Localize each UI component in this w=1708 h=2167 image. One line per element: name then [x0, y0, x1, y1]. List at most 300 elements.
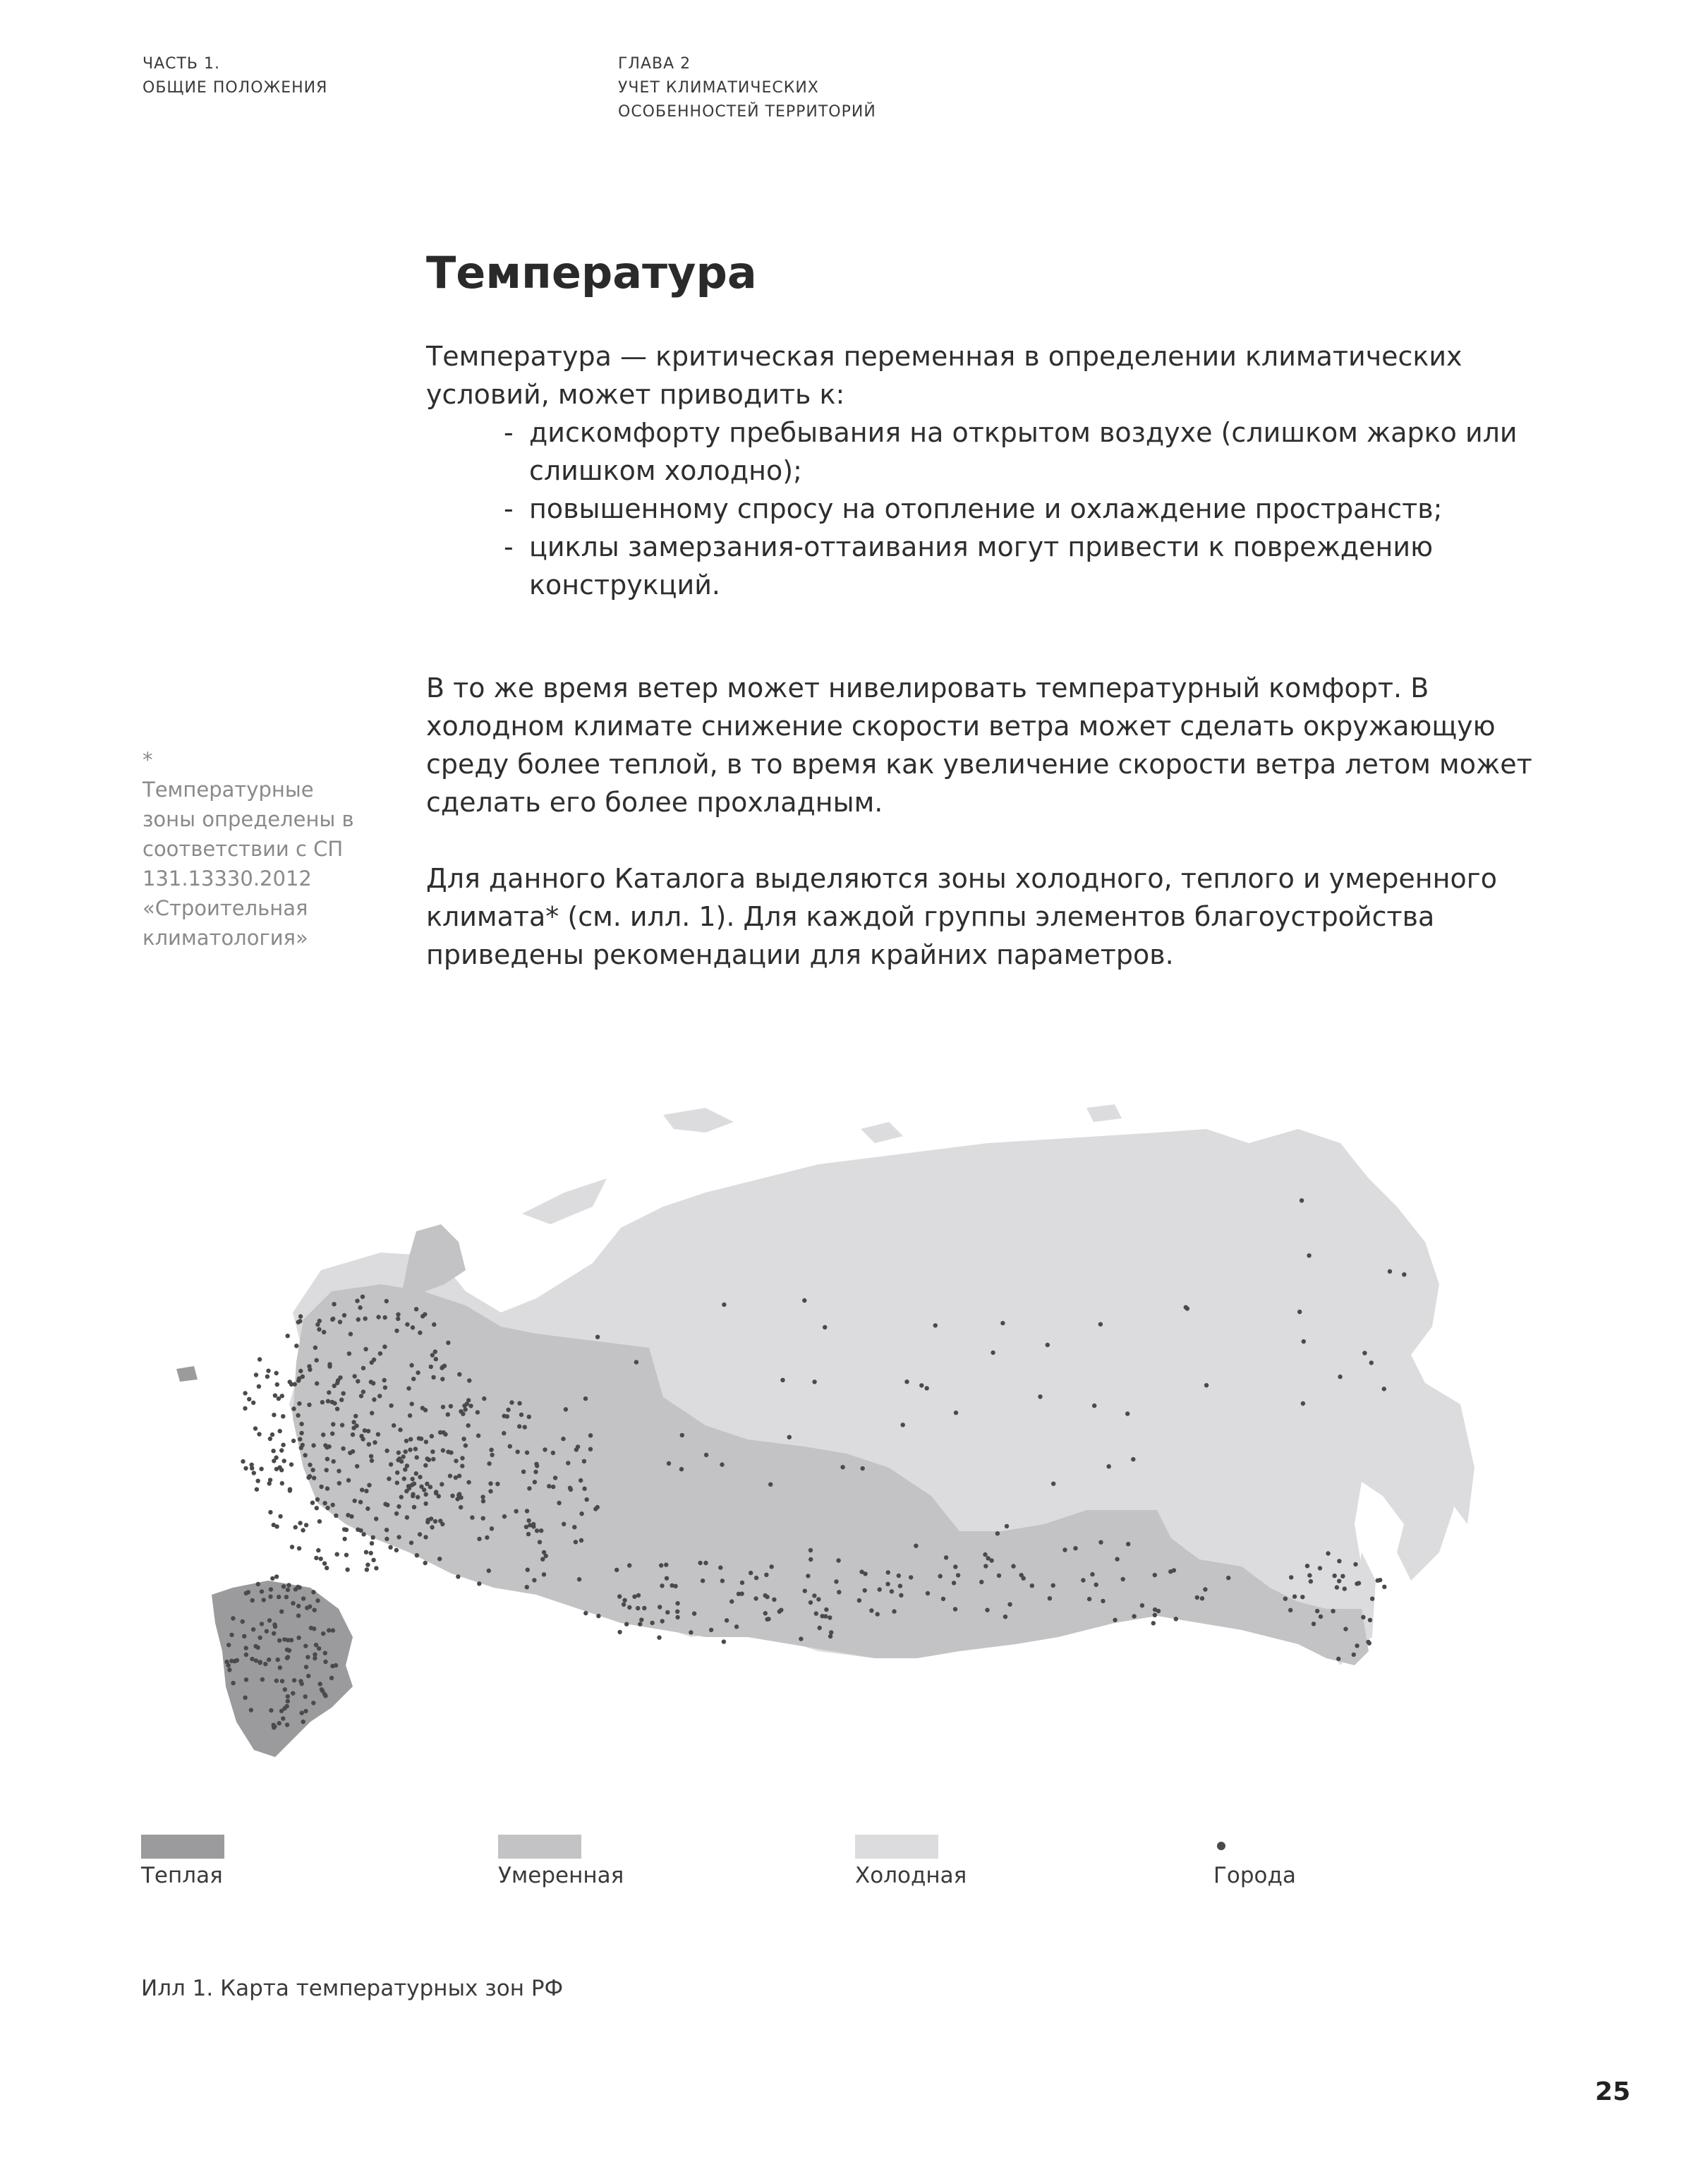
- city-dot: [319, 1557, 323, 1561]
- city-dot: [490, 1453, 494, 1457]
- city-dot: [1297, 1310, 1302, 1314]
- city-dot: [446, 1341, 450, 1345]
- city-dot: [718, 1565, 722, 1569]
- city-dot: [673, 1584, 677, 1588]
- city-dot: [437, 1494, 441, 1498]
- effects-list: [426, 414, 1569, 604]
- city-dot: [278, 1665, 282, 1670]
- city-dot: [709, 1628, 713, 1632]
- legend-swatch-warm: [141, 1835, 224, 1859]
- city-dot: [341, 1447, 345, 1451]
- city-dot: [561, 1437, 565, 1441]
- city-dot: [315, 1322, 320, 1327]
- city-dot: [301, 1720, 305, 1724]
- city-dot: [374, 1516, 378, 1521]
- city-dot: [359, 1394, 363, 1398]
- city-dot: [689, 1630, 693, 1634]
- city-dot: [312, 1475, 316, 1480]
- city-dot: [675, 1610, 679, 1614]
- city-dot: [313, 1608, 317, 1612]
- city-dot: [675, 1615, 679, 1619]
- city-dot: [300, 1710, 304, 1715]
- header-part-number: ЧАСТЬ 1.: [143, 55, 221, 73]
- city-dot: [1038, 1394, 1042, 1399]
- city-dot: [995, 1531, 1000, 1535]
- city-dot: [412, 1481, 416, 1485]
- legend-moderate: [498, 1835, 624, 1888]
- city-dot: [448, 1473, 452, 1478]
- city-dot: [315, 1497, 320, 1502]
- city-dot: [828, 1615, 832, 1619]
- city-dot: [836, 1558, 840, 1562]
- city-dot: [487, 1461, 491, 1466]
- city-dot: [780, 1378, 785, 1382]
- city-dot: [250, 1598, 255, 1602]
- city-dot: [250, 1463, 254, 1467]
- city-dot: [1048, 1596, 1052, 1600]
- city-dot: [1283, 1597, 1288, 1601]
- city-dot: [262, 1598, 266, 1602]
- city-dot: [703, 1561, 708, 1565]
- city-dot: [692, 1612, 696, 1616]
- city-dot: [353, 1499, 357, 1503]
- city-dot: [1367, 1641, 1371, 1646]
- city-dot: [285, 1722, 289, 1727]
- city-dot: [441, 1448, 445, 1452]
- city-dot: [1353, 1562, 1357, 1567]
- city-dot: [665, 1610, 670, 1614]
- city-dot: [754, 1576, 758, 1580]
- city-dot: [446, 1449, 450, 1454]
- wind-paragraph: В то же время ветер может нивелировать температурный комфорт. В холодном климате снижение скорости ветра может сделать окружающую среду более теплой, в то время как увеличение скорости ветра летом может сделать его более прохладным.: [426, 672, 1532, 818]
- city-dot: [897, 1574, 901, 1578]
- city-dot: [997, 1574, 1001, 1578]
- city-dot: [680, 1433, 684, 1437]
- city-dot: [378, 1351, 382, 1356]
- city-dot: [1126, 1542, 1130, 1546]
- city-dot: [926, 1591, 930, 1595]
- city-dot: [1301, 1401, 1305, 1406]
- city-dot: [477, 1581, 481, 1586]
- city-dot: [308, 1474, 312, 1478]
- city-dot: [1174, 1617, 1178, 1621]
- city-dot: [1307, 1573, 1312, 1577]
- city-dot: [476, 1433, 480, 1437]
- city-dot: [1062, 1547, 1067, 1552]
- city-dot: [1312, 1622, 1316, 1626]
- city-dot: [468, 1404, 473, 1408]
- city-dot: [638, 1622, 642, 1626]
- city-dot: [941, 1597, 945, 1601]
- city-dot: [1362, 1351, 1367, 1355]
- city-dot: [360, 1487, 364, 1492]
- city-dot: [481, 1516, 485, 1521]
- city-dot: [460, 1456, 464, 1460]
- list-item: - циклы замерзания-оттаивания могут привести к повреждению конструкций.: [504, 528, 1569, 604]
- city-dot: [1011, 1564, 1015, 1568]
- city-dot: [1051, 1482, 1055, 1486]
- city-dot: [286, 1588, 290, 1592]
- city-dot: [739, 1591, 744, 1595]
- city-dot: [396, 1312, 400, 1317]
- city-dot: [1338, 1375, 1342, 1379]
- city-dot: [340, 1423, 344, 1427]
- city-dot: [1337, 1559, 1341, 1563]
- city-dot: [925, 1386, 929, 1390]
- city-dot: [307, 1364, 311, 1368]
- city-dot: [954, 1411, 958, 1415]
- city-dot: [1318, 1566, 1322, 1570]
- city-dot: [1125, 1411, 1129, 1416]
- city-dot: [296, 1604, 301, 1608]
- city-dot: [406, 1386, 411, 1390]
- city-dot: [273, 1624, 277, 1629]
- city-dot: [764, 1573, 768, 1577]
- city-dot: [829, 1630, 833, 1634]
- city-dot: [286, 1638, 290, 1642]
- city-dot: [260, 1677, 265, 1682]
- city-dot: [395, 1480, 399, 1485]
- city-dot: [244, 1677, 248, 1682]
- city-dot: [675, 1601, 679, 1605]
- city-dot: [259, 1467, 263, 1471]
- city-dot: [322, 1330, 326, 1334]
- city-dot: [414, 1471, 418, 1475]
- city-dot: [286, 1655, 290, 1659]
- city-dot: [286, 1694, 290, 1698]
- city-dot: [1094, 1583, 1098, 1587]
- city-dot: [349, 1332, 353, 1336]
- city-dot: [1131, 1457, 1135, 1461]
- city-dot: [337, 1481, 341, 1485]
- city-dot: [487, 1569, 491, 1573]
- city-dot: [286, 1334, 290, 1338]
- city-dot: [464, 1443, 468, 1447]
- city-dot: [538, 1540, 542, 1544]
- city-dot: [1113, 1618, 1117, 1622]
- city-dot: [365, 1562, 370, 1567]
- city-dot: [252, 1471, 256, 1475]
- city-dot: [1300, 1595, 1304, 1599]
- city-dot: [298, 1369, 303, 1373]
- city-dot: [1289, 1575, 1293, 1579]
- city-dot: [389, 1404, 393, 1408]
- city-dot: [779, 1608, 783, 1612]
- city-dot: [304, 1665, 308, 1669]
- city-dot: [373, 1440, 377, 1444]
- city-dot: [396, 1451, 401, 1455]
- city-dot: [339, 1398, 344, 1402]
- city-dot: [243, 1406, 247, 1411]
- city-dot: [770, 1564, 774, 1569]
- city-dot: [311, 1701, 315, 1705]
- city-dot: [1337, 1579, 1341, 1583]
- city-dot: [335, 1552, 339, 1557]
- city-dot: [890, 1589, 894, 1593]
- city-dot: [410, 1401, 414, 1406]
- city-dot: [385, 1503, 389, 1507]
- city-dot: [281, 1443, 285, 1447]
- city-dot: [374, 1566, 378, 1570]
- city-dot: [720, 1462, 724, 1466]
- city-dot: [376, 1315, 380, 1319]
- city-dot: [388, 1545, 392, 1550]
- city-dot: [459, 1505, 463, 1509]
- city-dot: [332, 1384, 337, 1388]
- city-dot: [566, 1461, 570, 1465]
- city-dot: [293, 1525, 298, 1529]
- city-dot: [318, 1682, 322, 1686]
- city-dot: [422, 1487, 426, 1492]
- city-dot: [1226, 1576, 1230, 1580]
- city-dot: [443, 1432, 447, 1437]
- city-dot: [517, 1424, 521, 1428]
- city-dot: [457, 1473, 461, 1478]
- city-dot: [397, 1456, 401, 1461]
- city-dot: [514, 1509, 519, 1514]
- city-dot: [277, 1721, 281, 1725]
- city-dot: [722, 1303, 726, 1307]
- city-dot: [369, 1454, 373, 1459]
- city-dot: [502, 1414, 506, 1418]
- city-dot: [326, 1399, 330, 1404]
- city-dot: [823, 1325, 827, 1329]
- city-dot: [772, 1598, 776, 1602]
- city-dot: [956, 1573, 960, 1577]
- city-dot: [247, 1397, 251, 1401]
- city-dot: [365, 1507, 370, 1511]
- city-dot: [725, 1618, 729, 1622]
- city-dot: [351, 1432, 355, 1437]
- city-dot: [547, 1484, 551, 1488]
- city-dot: [296, 1614, 301, 1618]
- city-dot: [418, 1331, 422, 1335]
- city-dot: [446, 1412, 450, 1416]
- city-dot: [617, 1630, 622, 1634]
- city-dot: [622, 1598, 626, 1602]
- city-dot: [305, 1655, 310, 1659]
- city-dot: [277, 1595, 281, 1599]
- city-dot: [1101, 1599, 1105, 1603]
- city-dot: [396, 1504, 401, 1509]
- city-dot: [371, 1381, 375, 1385]
- zones-paragraph: Для данного Каталога выделяются зоны холодного, теплого и умеренного климата* (см. илл. 1). Для каждой группы элементов благоустройства приведены рекомендации для крайних параметров.: [426, 863, 1497, 970]
- city-dot: [582, 1487, 586, 1491]
- city-dot: [1203, 1587, 1207, 1591]
- city-dot: [1153, 1573, 1157, 1577]
- city-dot: [424, 1439, 428, 1444]
- city-dot: [1090, 1572, 1094, 1576]
- city-dot: [231, 1681, 235, 1685]
- city-dot: [1340, 1574, 1345, 1579]
- city-dot: [595, 1335, 600, 1339]
- city-dot: [1288, 1608, 1292, 1612]
- city-dot: [243, 1391, 247, 1395]
- russia-climate-map: [169, 1101, 1566, 1813]
- city-dot: [347, 1351, 351, 1356]
- city-dot: [293, 1587, 298, 1591]
- city-dot: [524, 1525, 528, 1529]
- city-dot: [355, 1298, 359, 1303]
- city-dot: [323, 1651, 327, 1655]
- city-dot: [256, 1582, 260, 1586]
- city-dot: [579, 1478, 583, 1483]
- city-dot: [268, 1437, 272, 1441]
- city-dot: [265, 1629, 269, 1634]
- city-dot-icon: [1217, 1842, 1225, 1850]
- city-dot: [307, 1403, 311, 1407]
- city-dot: [527, 1486, 531, 1490]
- city-dot: [423, 1535, 428, 1539]
- city-dot: [297, 1586, 301, 1590]
- city-dot: [636, 1606, 640, 1610]
- city-dot: [1370, 1597, 1374, 1601]
- city-dot: [460, 1463, 464, 1468]
- city-dot: [1355, 1581, 1359, 1586]
- city-dot: [358, 1500, 363, 1504]
- header-chapter-number: ГЛАВА 2: [618, 55, 691, 73]
- city-dot: [572, 1525, 576, 1529]
- city-dot: [291, 1601, 295, 1605]
- figure-caption: Илл 1. Карта температурных зон РФ: [141, 1976, 564, 2001]
- city-dot: [303, 1453, 308, 1457]
- city-dot: [525, 1450, 529, 1454]
- city-dot: [470, 1515, 474, 1519]
- city-dot: [370, 1459, 374, 1463]
- city-dot: [506, 1408, 510, 1412]
- city-dot: [297, 1546, 301, 1550]
- city-dot: [267, 1618, 272, 1622]
- city-dot: [574, 1540, 578, 1544]
- section-title: Температура: [426, 247, 757, 298]
- city-dot: [332, 1459, 336, 1463]
- city-dot: [1333, 1574, 1337, 1578]
- city-dot: [330, 1432, 334, 1436]
- city-dot: [298, 1437, 302, 1441]
- city-dot: [1092, 1404, 1096, 1408]
- city-dot: [420, 1314, 425, 1318]
- city-dot: [249, 1708, 253, 1712]
- city-dot: [399, 1495, 404, 1499]
- city-dot: [543, 1447, 547, 1451]
- city-dot: [383, 1385, 387, 1389]
- city-dot: [306, 1674, 310, 1678]
- city-dot: [414, 1307, 418, 1311]
- city-dot: [837, 1590, 841, 1594]
- city-dot: [278, 1514, 282, 1519]
- city-dot: [382, 1344, 387, 1348]
- city-dot: [371, 1535, 375, 1540]
- city-dot: [317, 1327, 321, 1332]
- footnote-marker: *: [143, 748, 153, 772]
- city-dot: [569, 1487, 573, 1492]
- city-dot: [803, 1588, 807, 1593]
- city-dot: [488, 1489, 492, 1493]
- city-dot: [317, 1519, 322, 1523]
- city-dot: [290, 1545, 294, 1549]
- city-dot: [315, 1506, 319, 1510]
- city-dot: [301, 1596, 305, 1600]
- city-dot: [763, 1611, 768, 1615]
- city-dot: [1335, 1585, 1339, 1589]
- city-dot: [861, 1466, 865, 1471]
- city-dot: [251, 1627, 255, 1631]
- city-dot: [296, 1413, 300, 1418]
- city-dot: [816, 1597, 820, 1601]
- city-dot: [241, 1459, 245, 1463]
- city-dot: [229, 1659, 234, 1663]
- city-dot: [523, 1425, 527, 1429]
- city-dot: [394, 1548, 399, 1552]
- city-dot: [323, 1694, 327, 1698]
- city-dot: [698, 1561, 702, 1565]
- city-dot: [1204, 1383, 1209, 1387]
- city-dot: [253, 1426, 258, 1430]
- city-dot: [258, 1357, 262, 1361]
- city-dot: [408, 1413, 412, 1418]
- city-dot: [337, 1469, 341, 1473]
- footnote-sidebar: [143, 745, 368, 953]
- city-dot: [1302, 1339, 1306, 1344]
- city-dot: [533, 1480, 537, 1484]
- city-dot: [413, 1447, 418, 1451]
- city-dot: [441, 1405, 445, 1409]
- intro-block: [426, 337, 1569, 604]
- city-dot: [734, 1624, 739, 1629]
- city-dot: [583, 1611, 588, 1615]
- city-dot: [428, 1485, 432, 1489]
- city-dot: [415, 1455, 419, 1459]
- city-dot: [1326, 1551, 1330, 1555]
- city-dot: [291, 1691, 295, 1696]
- header-chapter-title-line1: УЧЕТ КЛИМАТИЧЕСКИХ: [618, 79, 819, 97]
- city-dot: [481, 1499, 485, 1503]
- city-dot: [859, 1569, 864, 1574]
- city-dot: [296, 1320, 301, 1324]
- city-dot: [279, 1709, 284, 1713]
- city-dot: [1382, 1585, 1386, 1589]
- city-dot: [502, 1514, 507, 1519]
- city-dot: [348, 1451, 352, 1455]
- city-dot: [404, 1439, 408, 1443]
- city-dot: [1378, 1578, 1382, 1582]
- city-dot: [246, 1590, 250, 1594]
- city-dot: [269, 1708, 273, 1713]
- city-dot: [1382, 1387, 1386, 1391]
- city-dot: [509, 1400, 514, 1404]
- city-dot: [384, 1537, 389, 1541]
- city-dot: [542, 1572, 546, 1576]
- city-dot: [476, 1410, 480, 1414]
- city-dot: [257, 1384, 261, 1389]
- city-dot: [437, 1557, 442, 1561]
- city-dot: [787, 1435, 792, 1439]
- city-dot: [430, 1449, 435, 1454]
- city-dot: [227, 1667, 231, 1672]
- city-dot: [459, 1409, 463, 1413]
- city-dot: [583, 1396, 588, 1401]
- city-dot: [358, 1528, 363, 1533]
- city-dot: [251, 1401, 255, 1405]
- city-dot: [525, 1509, 529, 1513]
- city-dot: [1388, 1269, 1392, 1274]
- city-dot: [325, 1457, 329, 1461]
- city-dot: [588, 1433, 593, 1437]
- city-dot: [254, 1372, 258, 1377]
- city-dot: [480, 1495, 485, 1499]
- city-dot: [577, 1577, 581, 1581]
- city-dot: [701, 1579, 705, 1583]
